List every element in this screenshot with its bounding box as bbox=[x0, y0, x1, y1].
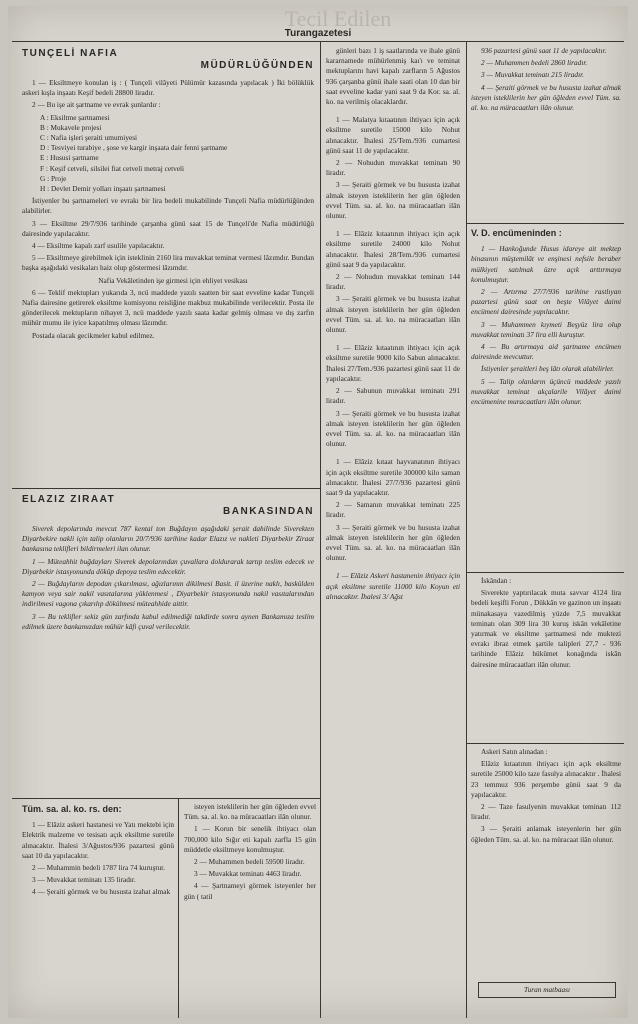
printer-credit: Turan matbaası bbox=[478, 982, 616, 1000]
beef-supply-notice: isteyen isteklilerin her gün öğleden evvel Tüm. sa. al. ko. na müracaatları ilân olunur. 1 — Korun bir senelik ihtiyacı olan 700,000 kilo Sığır eti kapalı zarfla 15 gün müddetle eksiltmeye konulmuştur. 2 — Muhammen bedeli 59500 liradır. 3 — Muvakkat teminatı 4463 liradır. 4 — Şartnameyi görmek isteyenler her gün ( tatil bbox=[184, 802, 316, 901]
column-divider-1 bbox=[320, 42, 321, 1018]
bean-purchase-notice: Askeri Satın alınadan : Elâziz kıtaatının ihtiyacı için açık eksiltme suretile 25000 kilo taze fasulya alınacaktır . İhalesi 23 temmuz 936 perşembe günü saat 9 da yapılacaktır. 2 — Taze fasulyenin muvakkat teminatı 112 liradır. 3 — Şeraiti anlamak isteyenlerin her gün öğleden Tüm. sa. al. ko. na müracaat ilân olunur. bbox=[471, 747, 621, 844]
top-rule bbox=[12, 41, 624, 42]
col3-divider-2 bbox=[467, 572, 624, 573]
committee-heading: Tüm. sa. al. ko. rs. den: bbox=[22, 804, 122, 814]
bottom-column-divider bbox=[178, 799, 179, 1018]
vd-committee-heading: V. D. encümeninden : bbox=[471, 228, 562, 238]
newspaper-page bbox=[8, 6, 628, 1018]
tunceli-nafia-notice: TUNÇELİ NAFIA MÜDÜRLÜĞÜNDEN 1 — Eksiltmeye konulan iş : ( Tunçeli vilâyeti Pülümür kazasında yapılacak ) İki bölüklük askeri kışla inşaatı Keşif bedeli 28800 liradır. 2 — Bu işe ait şartname ve evrak şunlardır : A : Eksiltme şartnamesi B : Mukavele projesi C : Nafia işleri şeraiti umumiyesi D : Tesviyei turabiye , şose ve kargir inşaata dair fenni şartname E : Hususi şartname F : Keşif cetveli, silsilei fiat cetveli metraj cetveli G : Proje H : Devlet Demir yolları inşaatı şartnamesi İstiyenler bu şartnameleri ve evrakı bir lira bedeli mukabilinde Tunçeli Nafia müdürlüğünden alabilirler. 3 — Eksiltme 29/7/936 tarihinde çarşanba günü saat 15 de Tunçeli'de Nafia müdürlüğü dairesinde yapılacaktır. 4 — Eksiltme kapalı zarf usulile yapılacaktır. 5 — Eksiltmeye girebilmek için isteklinin 2160 lira muvakkat teminat vermesi lâzımdır. Bundan başka aşağıdaki vesikaları haiz olup göstermesi lâzımdır. Nafia Vekâletinden işe girmesi için ehliyet vesikası 6 — Teklif mektupları yukarıda 3, ncü maddede yazılı saatten bir saat evveline kadar Tunçeli Nafia dairesine getirerek eksiltme komisyonu reisliğine makbuz mukabilinde verilecektir. Posta ile gönderilecek mektupların nihayet 3, ncü maddede yazılı saata kadar gelmiş olması ve dış zarfın mühür mumu ile iyice kapatılmış olması lâzımdır. Postada olacak gecikmeler kabul edilmez. bbox=[22, 48, 314, 340]
vd-committee-notice: V. D. encümeninden : 1 — Hankoğunde Husus idareye ait mektep binasının müştemilât ve enşinesi nefsile beraber mülkiyeti satılmak üzre açık arttırmaya konulmuştur. 2 — Artırma 27/7/936 tarihine rastlıyan pazartesi günü saat on beşte Vilâyet daimi encümeni dairesinde yapılacaktır. 3 — Muhammen kıymeti Beşyüz lira olup muvakkat teminatı 37 lira elli kuruştur. 4 — Bu artırmaya aid şartname encümen dairesinde mevcuttur. İstiyenler şeraitleri beş lâtı olarak alabilirler. 5 — Talip olanların üçüncü maddede yazılı muvakkat teminat akçalarile Vilâyet daimi encümenine muracaatları ilân olunur. bbox=[471, 228, 621, 407]
hospital-meat-continuation: 936 pazartesi günü saat 11 de yapılacaktır. 2 — Muhammen bedeli 2860 liradır. 3 — Muvakkat teminatı 215 liradır. 4 — Şeraiti görmek ve bu hususta izahat almak isteyen isteklilerin her gün öğleden evvel Tüm. sa. al. ko. na müracaatları ilân olunur. bbox=[471, 46, 621, 113]
elaziz-ziraat-notice: ELAZIZ ZIRAAT BANKASINDAN Siverek depolarında mevcut 787 kental ton Buğdayın aşağıdaki şerait dahilinde Siverekten Diyarbekire nakli için talip olanların 20/7/936 tarihine kadar Elazız ve nakleti Diyarbekir Ziraat bankasına teklifleri bildirmeleri ilan olunur. 1 — Müteahhit buğdayları Siverek depolarından çuvallara doldurarak tartıp teslim edecek ve Diyarbekir istasyonunda döküp depoya teslim edecektir. 2 — Buğdayların depodan çıkarılması, ağızlarının dikilmesi Basit. il üzerine naklı, baskülden kamyon veya sair nakil vasıtalarına yüklenmesi , Diyarbekir istasyonunda nakil vasıtalarından indirilmesi vagona çıkarılıp dökülmesi müteahhide aittir. 3 — Bu teklifler sekiz gün zarfında kabul edilmediği takdirde sonra aynen Bankamıza teslim edilmek üzere bankamızdan mühür kâfi çuval verilecektir. bbox=[22, 494, 314, 631]
col3-divider-3 bbox=[467, 743, 624, 744]
bleed-through-text: Tecil Edilen bbox=[284, 6, 392, 31]
bank-heading: ELAZIZ ZIRAAT BANKASINDAN bbox=[22, 494, 314, 517]
military-procurement-column: günleri bazı 1 iş saatlarında ve ihale günü kararnamede mühürlenmiş kaı'ı ve teminat mektuplarını havi kapalı zarfların 5 Ağustos 936 çarşanba günü ihale saati olan 10 dan bir saat evveline kadar yani saat 9 da Kor. sa. al. ko. na verilmiş olacaklardır. 1 — Malatya kıtaatının ihtiyacı için açık eksiltme suretile 15000 kilo Nohut alınacaktır. İhalesi 25/Tem./936 cumartesi günü saat 11 de yapılacaktır. 2 — Nohudun muvakkat teminatı 90 liradır. 3 — Şeraiti görmek ve bu hususta izahat almak isteyen isteklilerin her gün öğleden evvel Tüm. sa. al. ko. na müracaatları ilân olunur. 1 — Elâziz kıtaatının ihtiyacı için açık eksiltme suretile 24000 kilo Nohut alınacaktır. İhalesi 28/Tem./936 cumartesi günü saat 9 da yapılacaktır. 2 — Nohudun muvakkat teminatı 144 liradır. 3 — Şeraiti görmek ve bu hususta izahat almak isteyen isteklilerin her gün öğleden evvel Tüm. sa. al. ko. na müracaatları ilân olunur. 1 — Elâziz kıtaatının ihtiyacı için açık eksiltme suretile 9000 kilo Sabun alınacaktır. İhalesi 27/Tem./936 pazartesi günü saat 11 de yapılacaktır. 2 — Sabunun muvakkat teminatı 291 liradır. 3 — Şeraiti görmek ve bu hususta izahat almak isteyen isteklilerin her gün öğleden evvel Tüm. sa. al. ko. na müracaatları ilân olunur. 1 — Elâziz kıtaat hayvanatının ihtiyacı için açık eksiltme suretile 300000 kilo saman alınacaktır. İhalesi 27/7/936 pazartesi günü saat 9 da yapılacaktır. 2 — Samanın muvakkat teminatı 225 liradır. 3 — Şeraiti görmek ve bu hususta izahat almak isteyen isteklilerin her gün öğleden evvel Tüm. sa. al. ko. na müracaatları ilân olunur. 1 — Elâziz Askeri hastanenin ihtiyacı için açık eksiltme suretile 11000 kilo Koyun eti alınacaktır. İhalesi 3/ Ağst bbox=[326, 46, 460, 601]
newspaper-masthead: Turangazetesi bbox=[284, 28, 352, 39]
electrical-supplies-notice: Tüm. sa. al. ko. rs. den: 1 — Elâziz askeri hastanesi ve Yatı mektebi için Elektrik malzeme ve tesisatı açık eksiltme suretile alınacaktır. İhalesi 3/Ağustos/936 pazartesi günü saat 10 da yapılacaktır. 2 — Muhammin bedeli 1787 lira 74 kuruştur. 3 — Muvakkat teminatı 135 liradır. 4 — Şeraiti görmek ve bu hususta izahat almak bbox=[22, 804, 174, 897]
col3-divider-1 bbox=[467, 223, 624, 224]
section-divider bbox=[12, 488, 320, 489]
document-list: A : Eksiltme şartnamesi B : Mukavele projesi C : Nafia işleri şeraiti umumiyesi D : Tesviyei turabiye , şose ve kargir inşaata dair fenni şartname E : Hususi şartname F : Keşif cetveli, silsilei fiat cetveli metraj cetveli G : Proje H : Devlet Demir yolları inşaatı şartnamesi bbox=[40, 112, 228, 194]
bottom-section-divider bbox=[12, 798, 320, 799]
iskan-notice: İskândan : Siverekte yaptırılacak muta savvar 4124 lira bedeli keşifli Forun , Dükkân ve gazinon un inşaatı münakasaya vazedilmiş yüzde 7,5 muvakkat teminatı olan 309 lira 30 kuruş iskân vekâletine yatırmak ve eksiltme şartnamesi nde muktezi evrakı ibraz etmek şartile talipleri 27,7 - 936 tarihinde Elâziz hükümet konağında iskân dairesine müracaatları ilân olunur. bbox=[471, 576, 621, 669]
notice-heading: TUNÇELİ NAFIA MÜDÜRLÜĞÜNDEN bbox=[22, 48, 314, 71]
column-divider-2 bbox=[466, 42, 467, 1018]
